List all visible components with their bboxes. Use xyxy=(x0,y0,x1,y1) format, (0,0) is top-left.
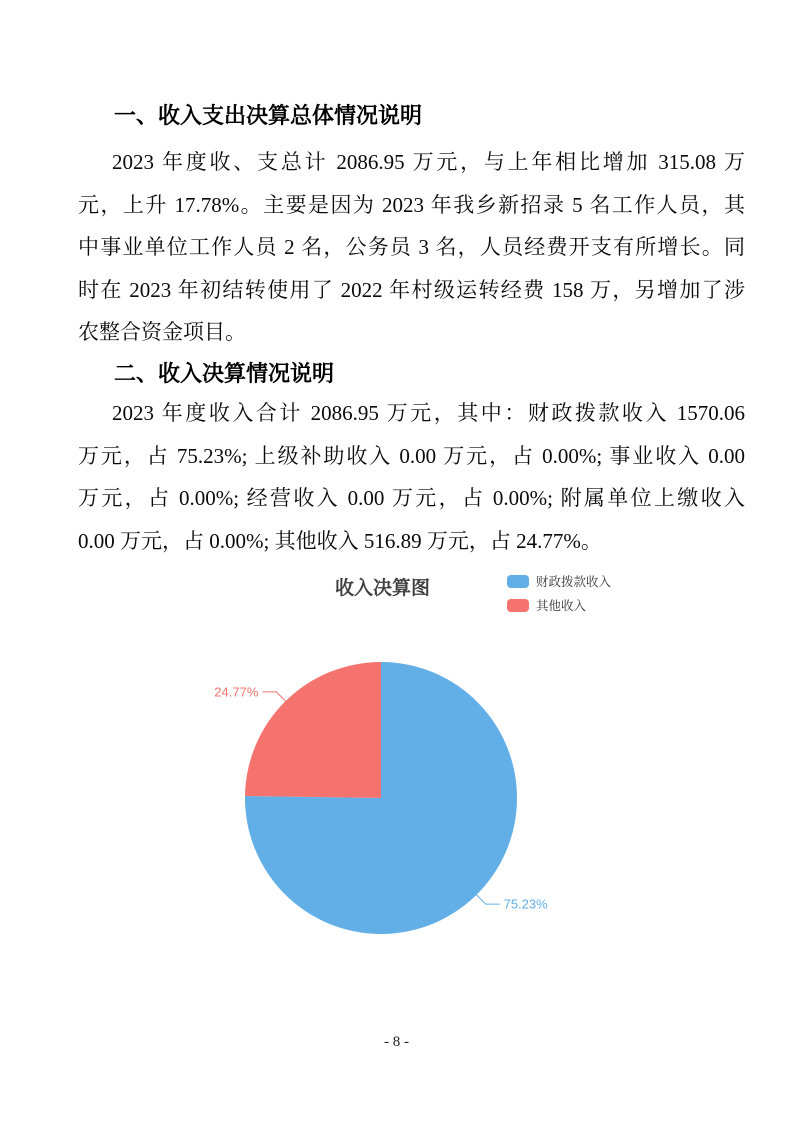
legend-swatch-icon xyxy=(507,599,529,612)
paragraph-line: 万元，占 75.23%; 上级补助收入 0.00 万元，占 0.00%; 事业收入 0.00 xyxy=(78,443,745,468)
paragraph-line: 元，上升 17.78%。主要是因为 2023 年我乡新招录 5 名工作人员，其 xyxy=(78,192,745,217)
legend-label: 财政拨款收入 xyxy=(536,575,612,589)
section-2-paragraph xyxy=(78,392,745,562)
pie-label-leader-line xyxy=(262,692,285,701)
paragraph-line: 农整合资金项目。 xyxy=(78,320,246,344)
paragraph-line: 时在 2023 年初结转使用了 2022 年村级运转经费 158 万，另增加了涉 xyxy=(78,277,745,302)
legend-item xyxy=(507,598,611,612)
chart-legend xyxy=(507,574,611,622)
pie-percent-label: 75.23% xyxy=(503,896,548,912)
paragraph-line: 中事业单位工作人员 2 名，公务员 3 名，人员经费开支有所增长。同 xyxy=(78,235,745,259)
paragraph-line: 万元，占 0.00%; 经营收入 0.00 万元，占 0.00%; 附属单位上缴收入 xyxy=(78,486,745,510)
legend-item xyxy=(507,574,611,588)
section-1-paragraph xyxy=(78,141,745,354)
legend-swatch-icon xyxy=(507,575,529,588)
pie-percent-label: 24.77% xyxy=(214,684,259,700)
paragraph-line: 2023 年度收、支总计 2086.95 万元，与上年相比增加 315.08 万 xyxy=(112,150,745,174)
chart-title: 收入决算图 xyxy=(335,578,431,599)
legend-label: 其他收入 xyxy=(536,599,587,613)
paragraph-line: 0.00 万元，占 0.00%; 其他收入 516.89 万元，占 24.77%。 xyxy=(78,528,602,553)
section-2-heading: 二、收入决算情况说明 xyxy=(114,361,335,386)
pie-label-leader-line xyxy=(477,895,500,904)
paragraph-line: 2023 年度收入合计 2086.95 万元，其中：财政拨款收入 1570.06 xyxy=(112,401,745,425)
section-1-heading: 一、收入支出决算总体情况说明 xyxy=(114,103,423,128)
page-number: - 8 - xyxy=(384,1034,409,1050)
pie-chart xyxy=(180,640,620,970)
pie-slice-2 xyxy=(245,662,381,798)
